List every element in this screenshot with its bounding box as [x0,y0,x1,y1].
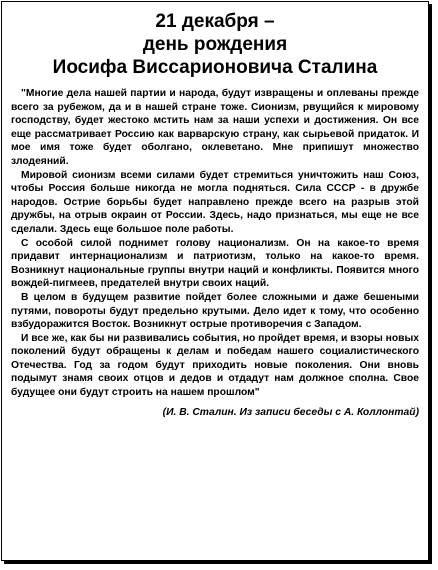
quote-paragraph-2: Мировой сионизм всеми силами будет стремиться уничтожить наш Союз, чтобы Россия больше никогда не могла подняться. Сила СССР - в дружбе народов. Острие борьбы будет направлено прежде всего на разрыв этой дружбы, на отрыв окраин от России. Здесь, надо признаться, мы еще не все сделали. Здесь еще большое поле работы. [11,169,419,235]
quote-body [2,87,428,419]
document-frame [1,1,429,561]
quote-paragraph-4: В целом в будущем развитие пойдет более сложными и даже бешеными путями, повороты будут предельно крутыми. Дело идет к тому, что особенно взбудоражится Восток. Возникнут острые противоречия с Западом. [11,291,419,331]
quote-paragraph-5: И все же, как бы ни развивались события, но пройдет время, и взоры новых поколений будут обращены к делам и победам нашего социалистического Отечества. Год за годом будут приходить новые поколения. Они вновь подымут знамя своих отцов и дедов и отдадут нам должное сполна. Свое будущее они будут строить на нашем прошлом" [11,332,419,399]
title-occasion-line: день рождения [142,34,288,55]
quote-paragraph-1: "Многие дела нашей партии и народа, будут извращены и оплеваны прежде всего за рубежом, да и в нашей стране тоже. Сионизм, рвущийся к мировому господству, будет жестоко мстить нам за наши успехи и достижения. Он все еще рассматривает Россию как варварскую страну, как сырьевой придаток. И мое имя тоже будет оболгано, оклеветано. Мне припишут множество злодеяний. [11,88,419,167]
title-name-line: Иосифа Виссарионовича Сталина [52,57,378,78]
quote-source: (И. В. Сталин. Из записи беседы с А. Коллонтай) [162,406,419,418]
page-title [8,10,422,79]
quote-paragraph-3: С особой силой поднимет голову национализм. Он на какое-то время придавит интернационализм и патриотизм, только на какое-то время. Возникнут национальные группы внутри наций и конфликты. Появится много вождей-пигмеев, предателей внутри своих наций. [11,237,419,290]
title-date-line: 21 декабря – [155,11,275,32]
